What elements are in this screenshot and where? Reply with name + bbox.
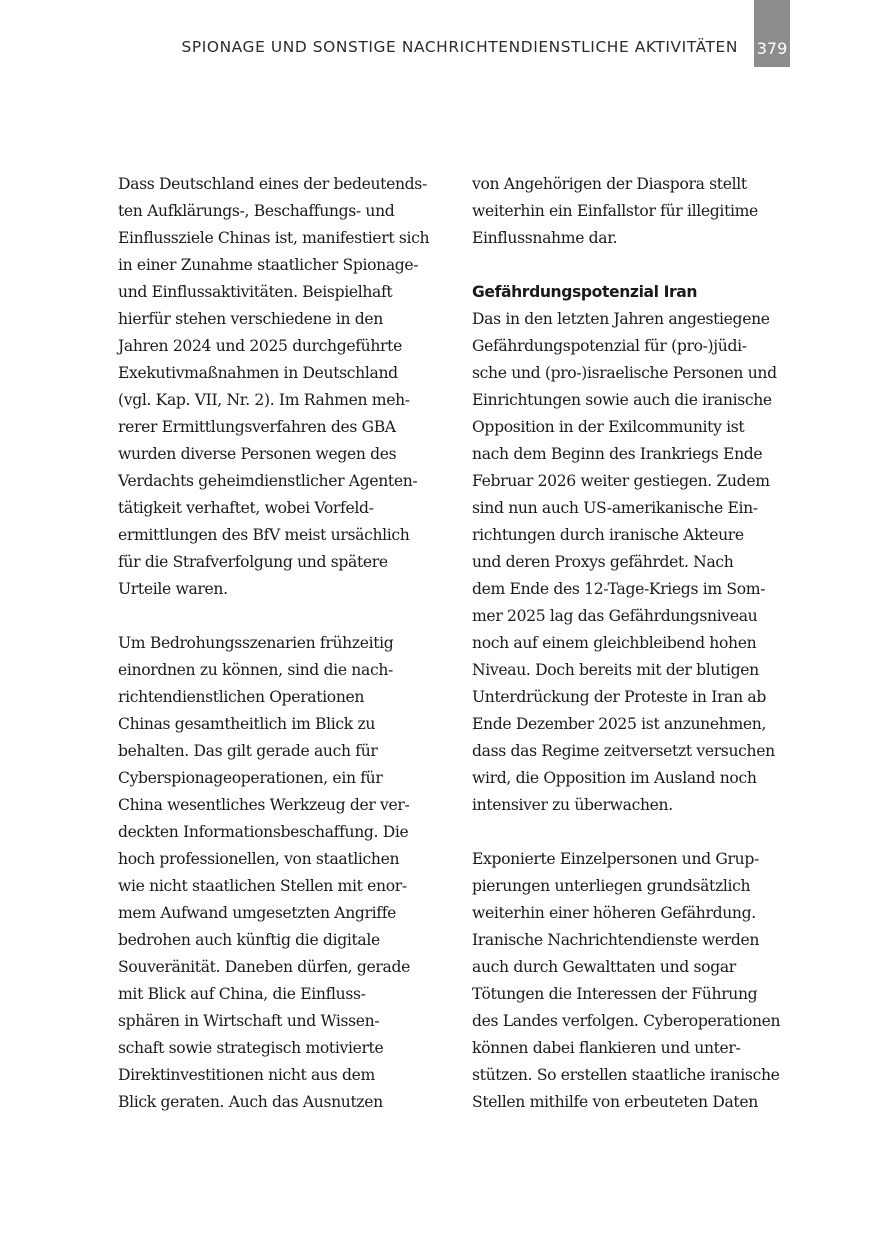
text-line: tätigkeit verhaftet, wobei Vorfeld- bbox=[118, 499, 374, 517]
paragraph-continuation bbox=[472, 171, 802, 252]
text-line: Cyberspionageoperationen, ein für bbox=[118, 769, 383, 787]
text-line: Souveränität. Daneben dürfen, gerade bbox=[118, 958, 410, 976]
text-line: für die Strafverfolgung und spätere bbox=[118, 553, 388, 571]
paragraph-iran-2 bbox=[472, 846, 802, 1116]
text-line: Ende Dezember 2025 ist anzunehmen, bbox=[472, 715, 767, 733]
text-line: und deren Proxys gefährdet. Nach bbox=[472, 553, 734, 571]
text-line: Stellen mithilfe von erbeuteten Daten bbox=[472, 1093, 758, 1111]
text-line: behalten. Das gilt gerade auch für bbox=[118, 742, 378, 760]
text-line: von Angehörigen der Diaspora stellt bbox=[472, 175, 747, 193]
text-line: in einer Zunahme staatlicher Spionage- bbox=[118, 256, 419, 274]
text-line: Verdachts geheimdienstlicher Agenten- bbox=[118, 472, 418, 490]
text-line: dass das Regime zeitversetzt versuchen bbox=[472, 742, 775, 760]
text-line: richtendienstlichen Operationen bbox=[118, 688, 365, 706]
text-line: wie nicht staatlichen Stellen mit enor- bbox=[118, 877, 407, 895]
text-line: hoch professionellen, von staatlichen bbox=[118, 850, 400, 868]
text-line: weiterhin einer höheren Gefährdung. bbox=[472, 904, 756, 922]
text-line: und Einflussaktivitäten. Beispielhaft bbox=[118, 283, 393, 301]
paragraph-iran-1 bbox=[472, 306, 802, 819]
text-line: einordnen zu können, sind die nach- bbox=[118, 661, 393, 679]
text-line: ermittlungen des BfV meist ursächlich bbox=[118, 526, 410, 544]
paragraph-spacer bbox=[472, 819, 802, 846]
right-column bbox=[472, 171, 802, 1116]
text-line: Iranische Nachrichtendienste werden bbox=[472, 931, 760, 949]
text-line: Unterdrückung der Proteste in Iran ab bbox=[472, 688, 766, 706]
text-line: Tötungen die Interessen der Führung bbox=[472, 985, 758, 1003]
text-line: dem Ende des 12-Tage-Kriegs im Som- bbox=[472, 580, 766, 598]
text-line: Chinas gesamtheitlich im Blick zu bbox=[118, 715, 376, 733]
text-line: rerer Ermittlungsverfahren des GBA bbox=[118, 418, 396, 436]
text-line: Exponierte Einzelpersonen und Grup- bbox=[472, 850, 759, 868]
text-line: Exekutivmaßnahmen in Deutschland bbox=[118, 364, 398, 382]
paragraph-spacer bbox=[118, 603, 448, 630]
text-line: Einflussziele Chinas ist, manifestiert sich bbox=[118, 229, 430, 247]
text-line: wird, die Opposition im Ausland noch bbox=[472, 769, 757, 787]
text-line: hierfür stehen verschiedene in den bbox=[118, 310, 383, 328]
text-line: bedrohen auch künftig die digitale bbox=[118, 931, 380, 949]
text-line: China wesentliches Werkzeug der ver- bbox=[118, 796, 410, 814]
text-line: deckten Informationsbeschaffung. Die bbox=[118, 823, 409, 841]
text-line: Dass Deutschland eines der bedeutends- bbox=[118, 175, 427, 193]
page-number-tab bbox=[754, 0, 790, 67]
text-line: Jahren 2024 und 2025 durchgeführte bbox=[118, 337, 402, 355]
text-line: nach dem Beginn des Irankriegs Ende bbox=[472, 445, 763, 463]
text-line: sche und (pro-)israelische Personen und bbox=[472, 364, 777, 382]
text-line: noch auf einem gleichbleibend hohen bbox=[472, 634, 757, 652]
text-line: Urteile waren. bbox=[118, 580, 228, 598]
text-line: richtungen durch iranische Akteure bbox=[472, 526, 744, 544]
text-line: Blick geraten. Auch das Ausnutzen bbox=[118, 1093, 383, 1111]
text-line: mit Blick auf China, die Einfluss- bbox=[118, 985, 366, 1003]
text-line: stützen. So erstellen staatliche iranische bbox=[472, 1066, 780, 1084]
text-line: weiterhin ein Einfallstor für illegitime bbox=[472, 202, 758, 220]
text-line: auch durch Gewalttaten und sogar bbox=[472, 958, 736, 976]
text-line: sind nun auch US-amerikanische Ein- bbox=[472, 499, 758, 517]
text-line: Opposition in der Exilcommunity ist bbox=[472, 418, 745, 436]
paragraph-china-1 bbox=[118, 171, 448, 603]
paragraph-china-2 bbox=[118, 630, 448, 1116]
text-line: intensiver zu überwachen. bbox=[472, 796, 673, 814]
text-line: mem Aufwand umgesetzten Angriffe bbox=[118, 904, 397, 922]
text-line: Das in den letzten Jahren angestiegene bbox=[472, 310, 770, 328]
text-line: Niveau. Doch bereits mit der blutigen bbox=[472, 661, 759, 679]
text-line: schaft sowie strategisch motivierte bbox=[118, 1039, 384, 1057]
text-line: ten Aufklärungs-, Beschaffungs- und bbox=[118, 202, 395, 220]
text-line: des Landes verfolgen. Cyberoperationen bbox=[472, 1012, 781, 1030]
text-line: Direktinvestitionen nicht aus dem bbox=[118, 1066, 375, 1084]
text-line: Einrichtungen sowie auch die iranische bbox=[472, 391, 772, 409]
text-line: können dabei flankieren und unter- bbox=[472, 1039, 741, 1057]
text-line: Einflussnahme dar. bbox=[472, 229, 618, 247]
text-line: sphären in Wirtschaft und Wissen- bbox=[118, 1012, 380, 1030]
text-line: wurden diverse Personen wegen des bbox=[118, 445, 397, 463]
paragraph-spacer bbox=[472, 252, 802, 279]
section-heading: Gefährdungspotenzial Iran bbox=[472, 283, 698, 301]
text-line: Februar 2026 weiter gestiegen. Zudem bbox=[472, 472, 770, 490]
running-header-title: SPIONAGE UND SONSTIGE NACHRICHTENDIENSTLICHE AKTIVITÄTEN bbox=[181, 38, 738, 56]
text-line: Gefährdungspotenzial für (pro-)jüdi- bbox=[472, 337, 747, 355]
left-column bbox=[118, 171, 448, 1116]
text-line: (vgl. Kap. VII, Nr. 2). Im Rahmen meh- bbox=[118, 391, 410, 409]
page-number: 379 bbox=[756, 39, 788, 58]
text-line: Um Bedrohungsszenarien frühzeitig bbox=[118, 634, 394, 652]
text-line: mer 2025 lag das Gefährdungsniveau bbox=[472, 607, 758, 625]
text-line: pierungen unterliegen grundsätzlich bbox=[472, 877, 751, 895]
